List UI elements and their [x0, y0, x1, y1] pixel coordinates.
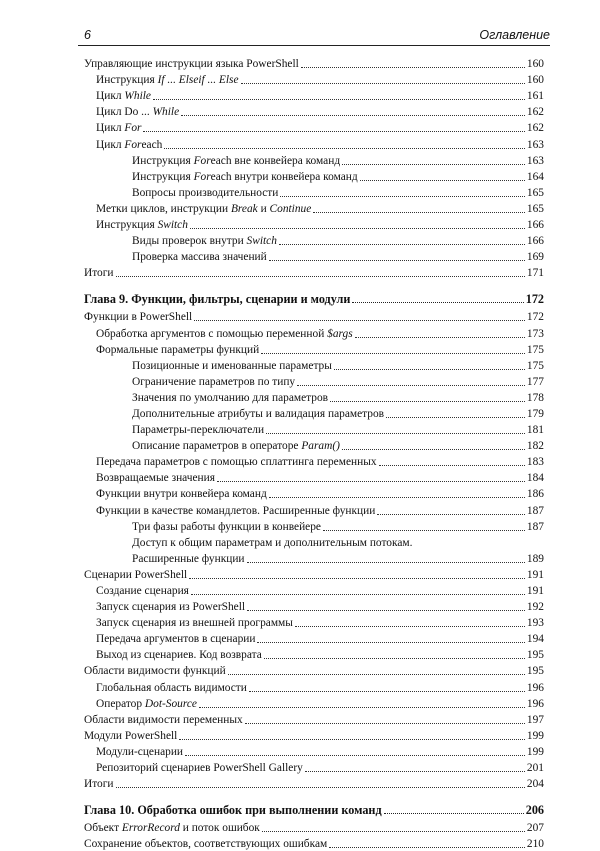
- toc-entry-title: Возвращаемые значения: [96, 472, 215, 485]
- toc-page-number: 173: [526, 327, 544, 340]
- dot-leader: [297, 385, 525, 386]
- toc-page-number: 207: [526, 822, 544, 835]
- toc-page-number: 195: [526, 649, 544, 662]
- toc-page-number: 192: [526, 601, 544, 614]
- toc-entry-title: Три фазы работы функции в конвейере: [132, 520, 321, 533]
- toc-entry-title: Цикл Do ... While: [96, 106, 180, 119]
- toc-page-number: 186: [526, 488, 544, 501]
- toc-entry: [84, 775, 544, 791]
- toc-page-number: 162: [526, 122, 544, 135]
- toc-entry-title: Доступ к общим параметрам и дополнительным потокам.: [132, 536, 413, 549]
- dot-leader: [247, 562, 525, 563]
- toc-entry-title: Ограничение параметров по типу: [132, 375, 296, 388]
- header-divider: [78, 45, 550, 46]
- table-of-contents: [84, 55, 544, 851]
- toc-page-number: 184: [526, 472, 544, 485]
- toc-entry-title: Репозиторий сценариев PowerShell Gallery: [96, 762, 303, 775]
- toc-entry: [84, 518, 544, 534]
- toc-entry: [84, 216, 544, 232]
- dot-leader: [199, 707, 525, 708]
- toc-entry: [84, 469, 544, 485]
- dot-leader: [280, 196, 525, 197]
- toc-entry: [84, 405, 544, 421]
- toc-page-number: 165: [526, 202, 544, 215]
- toc-entry: [84, 598, 544, 614]
- toc-entry: [84, 819, 544, 835]
- toc-entry-title: Передача параметров с помощью сплаттинга переменных: [96, 456, 377, 469]
- toc-page-number: 181: [526, 424, 544, 437]
- toc-page-number: 199: [526, 729, 544, 742]
- toc-entry-title: Области видимости переменных: [84, 713, 243, 726]
- toc-page-number: 197: [526, 713, 544, 726]
- toc-page-number: 191: [526, 585, 544, 597]
- toc-entry-title: Виды проверок внутри Switch: [132, 235, 277, 248]
- toc-entry-title: Обработка аргументов с помощью переменной $args: [96, 327, 353, 340]
- toc-page-number: 187: [526, 504, 544, 517]
- toc-entry: [84, 550, 544, 566]
- toc-page-number: 193: [526, 617, 544, 630]
- toc-page-number: 161: [526, 90, 544, 103]
- dot-leader: [179, 739, 525, 740]
- page-header: [78, 26, 550, 46]
- toc-entry-title: Глава 10. Обработка ошибок при выполнении команд: [84, 803, 382, 818]
- toc-page-number: 175: [526, 343, 544, 356]
- toc-entry: [84, 437, 544, 453]
- toc-page-number: 183: [526, 456, 544, 469]
- toc-entry: [84, 168, 544, 184]
- toc-entry: [84, 614, 544, 630]
- dot-leader: [330, 401, 525, 402]
- toc-chapter-entry: [84, 800, 544, 817]
- toc-page-number: 194: [526, 633, 544, 646]
- dot-leader: [164, 148, 525, 149]
- toc-page-number: 163: [526, 138, 544, 151]
- toc-entry-title: Формальные параметры функций: [96, 343, 260, 356]
- toc-page-number: 160: [526, 74, 544, 87]
- toc-page-number: 177: [526, 375, 544, 388]
- toc-entry: [84, 135, 544, 151]
- toc-page-number: 195: [526, 665, 544, 678]
- dot-leader: [245, 723, 525, 724]
- toc-page-number: 175: [526, 359, 544, 372]
- dot-leader: [189, 578, 525, 579]
- toc-entry-title: Оператор Dot-Source: [96, 697, 197, 710]
- toc-entry: [84, 711, 544, 727]
- toc-chapter-entry: [84, 289, 544, 306]
- toc-page-number: 196: [526, 681, 544, 694]
- toc-entry-title: Модули PowerShell: [84, 729, 178, 742]
- toc-entry: [84, 152, 544, 168]
- toc-page-number: 189: [526, 552, 544, 565]
- dot-leader: [266, 433, 525, 434]
- toc-entry: [84, 534, 544, 550]
- toc-entry: [84, 566, 544, 582]
- toc-entry-title: Вопросы производительности: [132, 186, 279, 199]
- toc-page-number: 206: [525, 803, 544, 818]
- toc-entry: [84, 501, 544, 517]
- toc-entry-title: Управляющие инструкции языка PowerShell: [84, 58, 299, 71]
- toc-entry-title: Описание параметров в операторе Param(): [132, 440, 340, 453]
- dot-leader: [190, 228, 525, 229]
- dot-leader: [153, 99, 525, 100]
- dot-leader: [342, 164, 525, 165]
- dot-leader: [360, 180, 525, 181]
- toc-entry-title: Создание сценария: [96, 585, 189, 597]
- toc-entry: [84, 485, 544, 501]
- toc-page-number: 199: [526, 745, 544, 758]
- toc-entry-title: Цикл Foreach: [96, 138, 163, 151]
- toc-page-number: 196: [526, 697, 544, 710]
- toc-entry: [84, 835, 544, 851]
- toc-entry-title: Метки циклов, инструкции Break и Continue: [96, 202, 312, 215]
- dot-leader: [116, 787, 525, 788]
- dot-leader: [279, 244, 525, 245]
- dot-leader: [247, 610, 525, 611]
- toc-entry: [84, 119, 544, 135]
- toc-entry: [84, 759, 544, 775]
- dot-leader: [329, 847, 525, 848]
- toc-entry-title: Объект ErrorRecord и поток ошибок: [84, 822, 260, 835]
- toc-page-number: 165: [526, 186, 544, 199]
- toc-entry: [84, 662, 544, 678]
- toc-entry: [84, 71, 544, 87]
- toc-entry-title: Дополнительные атрибуты и валидация параметров: [132, 407, 385, 420]
- toc-entry: [84, 55, 544, 71]
- toc-entry-title: Инструкция Foreach внутри конвейера команд: [132, 170, 358, 183]
- toc-entry-title: Значения по умолчанию для параметров: [132, 391, 329, 404]
- toc-entry-title: Цикл For: [96, 122, 142, 135]
- dot-leader: [249, 691, 525, 692]
- toc-entry-title: Цикл While: [96, 90, 151, 103]
- toc-entry: [84, 200, 544, 216]
- dot-leader: [116, 276, 525, 277]
- toc-entry-title: Функции в качестве командлетов. Расширенные функции: [96, 504, 376, 517]
- toc-entry: [84, 421, 544, 437]
- toc-entry-title: Итоги: [84, 267, 114, 280]
- toc-entry-title: Проверка массива значений: [132, 251, 267, 264]
- toc-page-number: 179: [526, 407, 544, 420]
- dot-leader: [323, 530, 525, 531]
- toc-page-number: 160: [526, 58, 544, 71]
- dot-leader: [185, 755, 525, 756]
- dot-leader: [377, 514, 525, 515]
- toc-entry-title: Передача аргументов в сценарии: [96, 633, 256, 646]
- toc-entry: [84, 389, 544, 405]
- toc-entry: [84, 248, 544, 264]
- toc-entry-title: Запуск сценария из внешней программы: [96, 617, 293, 630]
- toc-entry: [84, 695, 544, 711]
- toc-entry: [84, 743, 544, 759]
- chapter-separator: [84, 280, 544, 284]
- toc-page-number: 204: [526, 778, 544, 791]
- toc-entry: [84, 727, 544, 743]
- toc-entry-title: Модули-сценарии: [96, 745, 184, 758]
- toc-entry: [84, 630, 544, 646]
- dot-leader: [217, 481, 525, 482]
- toc-entry: [84, 453, 544, 469]
- toc-page-number: 178: [526, 391, 544, 404]
- dot-leader: [313, 212, 525, 213]
- toc-entry-title: Расширенные функции: [132, 552, 245, 565]
- toc-entry: [84, 646, 544, 662]
- dot-leader: [228, 674, 525, 675]
- toc-entry-title: Итоги: [84, 778, 114, 791]
- toc-page-number: 172: [525, 292, 544, 307]
- toc-page-number: 162: [526, 106, 544, 119]
- toc-entry: [84, 87, 544, 103]
- toc-page-number: 182: [526, 440, 544, 453]
- toc-page-number: 210: [526, 838, 544, 851]
- dot-leader: [352, 302, 523, 303]
- dot-leader: [386, 417, 525, 418]
- dot-leader: [194, 320, 525, 321]
- toc-entry-title: Инструкция Switch: [96, 219, 188, 232]
- toc-entry-title: Позиционные и именованные параметры: [132, 359, 332, 372]
- dot-leader: [384, 813, 524, 814]
- toc-page-number: 187: [526, 520, 544, 533]
- toc-page-number: 201: [526, 762, 544, 775]
- dot-leader: [379, 465, 525, 466]
- toc-entry-title: Запуск сценария из PowerShell: [96, 601, 246, 614]
- toc-entry-title: Параметры-переключатели: [132, 424, 265, 437]
- toc-entry: [84, 184, 544, 200]
- toc-entry: [84, 324, 544, 340]
- toc-entry-title: Сохранение объектов, соответствующих ошибкам: [84, 838, 328, 851]
- toc-entry-title: Области видимости функций: [84, 665, 226, 678]
- toc-page-number: 166: [526, 219, 544, 232]
- toc-entry: [84, 341, 544, 357]
- toc-entry-title: Глава 9. Функции, фильтры, сценарии и модули: [84, 292, 351, 307]
- dot-leader: [301, 67, 525, 68]
- dot-leader: [191, 594, 525, 595]
- toc-entry: [84, 678, 544, 694]
- page-number: 6: [84, 28, 91, 42]
- chapter-separator: [84, 791, 544, 795]
- dot-leader: [342, 449, 525, 450]
- toc-entry: [84, 373, 544, 389]
- toc-page-number: 172: [526, 311, 544, 324]
- dot-leader: [257, 642, 524, 643]
- toc-page-number: 169: [526, 251, 544, 264]
- toc-entry: [84, 232, 544, 248]
- toc-page-number: 166: [526, 235, 544, 248]
- toc-page-number: 171: [526, 267, 544, 280]
- toc-entry: [84, 103, 544, 119]
- toc-entry-title: Глобальная область видимости: [96, 681, 247, 694]
- dot-leader: [295, 626, 525, 627]
- toc-entry: [84, 308, 544, 324]
- toc-entry-title: Функции в PowerShell: [84, 311, 193, 324]
- toc-entry-title: Функции внутри конвейера команд: [96, 488, 267, 501]
- toc-entry-title: Инструкция Foreach вне конвейера команд: [132, 154, 341, 167]
- dot-leader: [355, 337, 525, 338]
- dot-leader: [181, 115, 525, 116]
- dot-leader: [269, 260, 525, 261]
- dot-leader: [269, 497, 525, 498]
- toc-entry-title: Выход из сценариев. Код возврата: [96, 649, 262, 662]
- dot-leader: [143, 131, 524, 132]
- dot-leader: [264, 658, 525, 659]
- toc-entry: [84, 357, 544, 373]
- toc-entry: [84, 264, 544, 280]
- toc-entry-title: Сценарии PowerShell: [84, 568, 188, 581]
- dot-leader: [261, 353, 525, 354]
- toc-entry: [84, 582, 544, 598]
- toc-page-number: 163: [526, 154, 544, 167]
- dot-leader: [262, 831, 525, 832]
- toc-entry-title: Инструкция If ... Elseif ... Else: [96, 74, 239, 87]
- dot-leader: [241, 83, 525, 84]
- toc-page-number: 164: [526, 170, 544, 183]
- section-title: Оглавление: [479, 28, 550, 42]
- toc-page-number: 191: [526, 568, 544, 581]
- dot-leader: [334, 369, 525, 370]
- dot-leader: [305, 771, 525, 772]
